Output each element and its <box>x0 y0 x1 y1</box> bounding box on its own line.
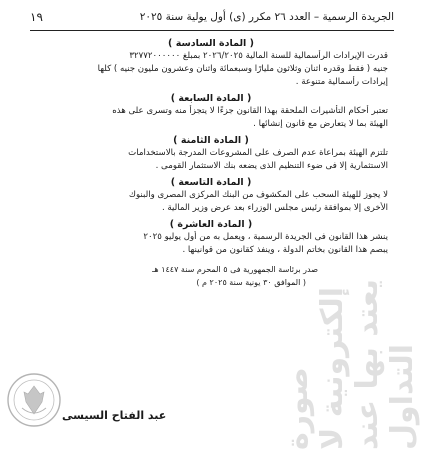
state-seal-icon <box>6 372 62 428</box>
page-number: ١٩ <box>30 10 43 24</box>
text-line: الهيئة بما لا يتعارض مع قانون إنشائها . <box>253 119 388 129</box>
document-body <box>34 34 388 289</box>
text-line: جنيه ( فقط وقدره اثنان وثلاثون مليارًا وسبعمائة واثنان وعشرون مليون جنيه ) كلها <box>97 64 388 74</box>
article-6 <box>34 37 388 89</box>
article-text <box>34 105 388 131</box>
issue-date-hijri: صدر برئاسة الجمهورية فى ٥ المحرم سنة ١٤٤٧ هـ <box>152 265 318 274</box>
text-line: يبصم هذا القانون بخاتم الدولة ، وينفذ كقانون من قوانينها . <box>182 245 388 255</box>
article-9 <box>34 176 388 215</box>
signature: عبد الفتاح السيسى <box>62 409 167 422</box>
article-heading: ( المادة الثامنة ) <box>173 135 249 146</box>
page-header <box>30 4 394 31</box>
article-heading: ( المادة السادسة ) <box>168 38 254 49</box>
watermark: صورة إلكترونية لا يعتد بها عند التداول <box>280 278 420 450</box>
article-text <box>34 189 388 215</box>
gazette-title: الجريدة الرسمية – العدد ٢٦ مكرر (ى) أول يولية سنة ٢٠٢٥ <box>139 11 394 23</box>
text-line: تلتزم الهيئة بمراعاة عدم الصرف على المشروعات المدرجة بالاستخدامات <box>128 148 388 158</box>
article-heading: ( المادة التاسعة ) <box>170 177 252 188</box>
text-line: الأخرى إلا بموافقة رئيس مجلس الوزراء بعد عرض وزير المالية . <box>161 203 388 213</box>
text-line: إيرادات رأسمالية متنوعة . <box>295 77 388 87</box>
article-heading: ( المادة السابعة ) <box>170 93 252 104</box>
text-line: ينشر هذا القانون فى الجريدة الرسمية ، ويعمل به من أول يوليو ٢٠٢٥ <box>143 232 388 242</box>
text-line: قدرت الإيرادات الرأسمالية للسنة المالية ٢٠٢٦/٢٠٢٥ بمبلغ ٣٢٧٧٢٠٠٠٠٠٠ <box>129 51 388 61</box>
article-10 <box>34 218 388 257</box>
article-text <box>34 147 388 173</box>
text-line: الاستثمارية إلا فى ضوء التنظيم الذى يضعه بنك الاستثمار القومى . <box>155 161 388 171</box>
article-7 <box>34 92 388 131</box>
text-line: لا يجوز للهيئة السحب على المكشوف من البنك المركزى المصرى والبنوك <box>128 190 388 200</box>
article-heading: ( المادة العاشرة ) <box>169 219 253 230</box>
article-text <box>34 231 388 257</box>
issue-date-gregorian: ( الموافق ٣٠ يونية سنة ٢٠٢٥ م ) <box>196 278 306 287</box>
text-line: تعتبر أحكام التأشيرات الملحقة بهذا القانون جزءًا لا يتجزأ منه وتسرى على هذه <box>112 106 388 116</box>
article-8 <box>34 134 388 173</box>
issue-statement <box>34 263 388 289</box>
article-text <box>34 50 388 89</box>
